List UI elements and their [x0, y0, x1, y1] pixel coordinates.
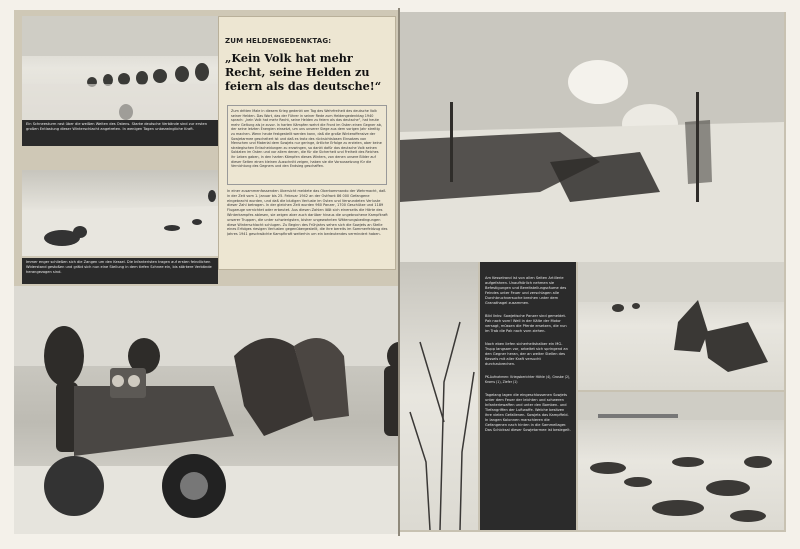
- photo-credits: PK-Aufnahmen: Kriegsberichter Hähle (4), Grosbe (2), Kroms (1), Ziefer (1): [485, 375, 571, 384]
- caption-snowstorm: Ein Schneesturm rast über die weißen Weiten des Ostens. Starke deutsche Verbände sind zur ersten großen Entlastung dieser Winterschlacht angetreten. In wenigen Tagen unbezwingliche Kraft.: [22, 120, 218, 146]
- caption-pak: Bild links: Sowjetische Panzer sind gemeldet. Pak nach vorn! Weil in der Kälte der Motor versagt, müssen die Pferde ersetzen, die nun im Trab die Pak nach vorn ziehen.: [485, 314, 567, 333]
- caption-battlefield: Tagelang lagen die eingeschlossenen Sowjets unter dem Feuer der leichten und schweren Infanteriewaffen und unter den Bomben- und Tiefangriffen der Luftwaffe. Welche besitzen ihre vielen Gefallenen. Sowjets das Kampffeld. In langen Kolonnen marschieren die Gefangenen nach hinten in die Sammellager. Das Schicksal dieser Sowjetarmee ist besiegelt.: [485, 393, 571, 432]
- article-box: [218, 16, 396, 270]
- horses-gun-scene: [14, 286, 398, 534]
- photo-horses-pulling-gun: [14, 286, 398, 534]
- artillery-scene: [400, 12, 784, 262]
- article-body: In einer zusammenfassenden Übersicht meldete das Oberkommando der Wehrmacht, daß in der Zeit vom 1. Januar bis 25. Februar 1942 an der Ostfront 86 000 Gefangene eingebracht wurden, und daß die blutigen Verluste im Osten und Verwundeten Verluste dieser Zahl betragen. In der gleichen Zeit wurden 960 Panzer, 1700 Geschütze und 1189 Flugzeuge vernichtet oder erbeutet. Aus diesen Zahlen läßt sich einerseits die Härte des Winterkampfes ablesen, sie zeigen aber auch darüber hinaus die ungebrochene Kampfkraft unserer Truppen, die unter schwierigsten, bisher ungewohnten Witterungsbedingungen diese Winterschlacht schlugen. Zu Beginn des Frühjahrs sehen sich die Sowjets an Stelle eines Erfolges riesigen Verlusten gegenübergestellt, die ihre bereits im Sommerfeldzug des Jahres 1941 geschwächte Kampfkraft weiterhin um ein bedeutendes vermindert haben.: [227, 189, 388, 237]
- photo-artillery-explosion: [400, 12, 784, 262]
- caption-column: [480, 262, 576, 530]
- article-kicker: ZUM HELDENGEDENKTAG:: [225, 37, 332, 45]
- photo-battlefield-fallen: [578, 392, 784, 530]
- photo-snowstorm-march: [22, 16, 218, 120]
- article-headline: „Kein Volk hat mehr Recht, seine Helden zu feiern als das deutsche!“: [225, 51, 382, 93]
- snowstorm-figures: [22, 16, 218, 120]
- mg-trupp-figures: [578, 262, 784, 390]
- photo-infantry-snow: [22, 170, 218, 256]
- photo-bare-tree-snow: [400, 262, 478, 530]
- caption-artillery: Am Kesselrand ist von allen Seiten Artillerie aufgefahren. Unaufhörlich nehmen sie Befestigungen und Bereitstellungsräume des Feindes unter Feuer und zerschlagen alle Durchbruchversuche brechen unter dem Granathagel zusammen.: [485, 276, 567, 305]
- tree-branches: [400, 262, 478, 530]
- article-lead: Zum dritten Male in diesem Krieg gedenkt am Tag des Wehrfreiheit des deutsche Volk seiner Helden. Das Wort, das der Führer in seiner Rede zum Heldengedenktag 1940 sprach: „kein Volk hat mehr Recht, seine Helden zu feiern als das deutsche“, hat heute mehr Geltung als je zuvor. In harten Kämpfen wehrt die Front im Osten einen Gegner ab, der seine letzten Energien einsetzt, um uns unserer Siege aus dem vorigen Jahr streitig zu machen. Wenn heute festgestellt werden kann, daß die große Winteroffensive der Sowjetarmee gescheitert ist und daß es trotz des rücksichtslosen Einsatzes von Menschen und Material dem Sowjets nur geringe, örtliche Erfolge zu erzielen, aber keine strategischen Entscheidungen zu erzwingen, so dankt dafür das deutsche Volk seinen Soldaten im Osten und vor allem denen, die für die Sicherheit und Freiheit des Reiches ihr Leben gaben, in den harten Kämpfen dieses Winters, von denen unsere Bilder auf dieser Seiten einen kleinen Ausschnitt zeigen, haben sie die Voraussetzung für die Vernichtung des Gegners und den Endsieg geschaffen.: [227, 105, 387, 185]
- caption-infantry: Immer enger schließen sich die Zangen um den Kessel. Die Infanteristen tragen auf ersten feindlichen Widerstand gestoßen und gräbt sich nun eine Stellung in dem tiefen Schnee ein, bis stärkere Verbände herangezogen sind.: [22, 258, 218, 284]
- photo-mg-trupp: [578, 262, 784, 390]
- snow-trench-figures: [22, 170, 218, 256]
- caption-mg-trupp: Noch eben liefen sicherheitshalber ein MG-Trupp langsam vor, arbeitet sich springend an den Gegner heran, der an weiter Stellen des Kessels mit aller Kraft versucht durchzubrechen.: [485, 342, 568, 366]
- battlefield-scene: [578, 392, 784, 530]
